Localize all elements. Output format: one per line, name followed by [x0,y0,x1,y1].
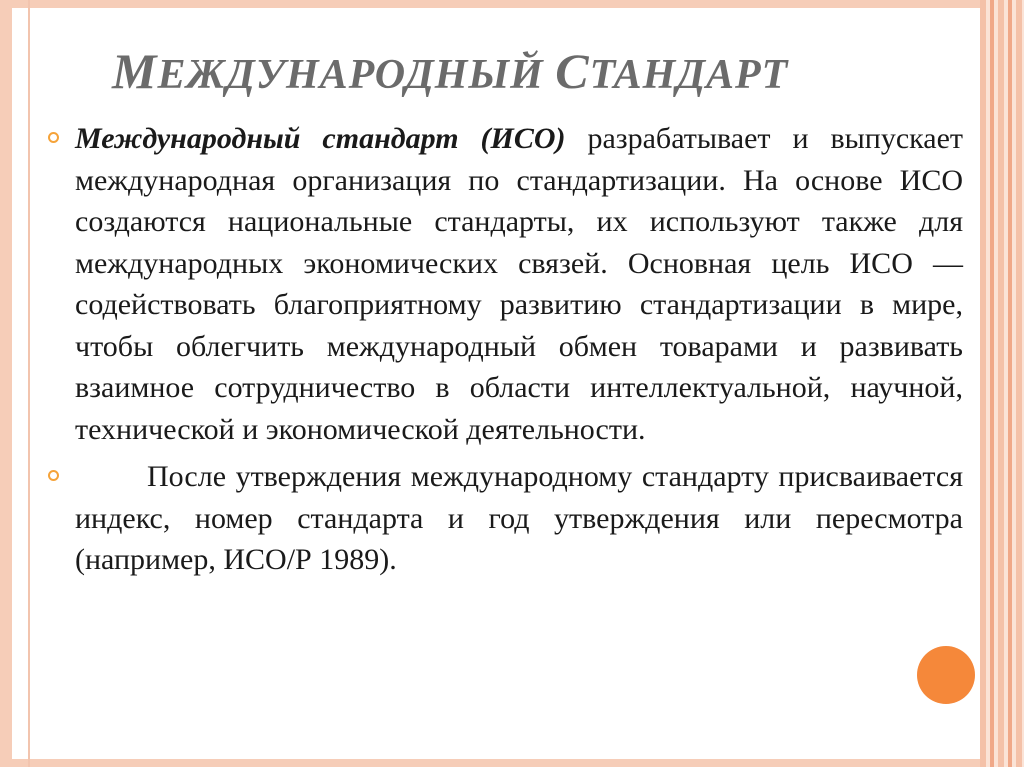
bullet-circle-icon [48,470,59,481]
slide-title: МЕЖДУНАРОДНЫЙ СТАНДАРТ [112,43,789,99]
bullet-paragraph-2 [75,456,963,581]
frame-bottom-border [0,759,1024,767]
bullet-1-text: разрабатывает и выпускает международная организация по стандартизации. На основе ИСО создаются национальные стандарты, их используют также для международных экономических связей. Основная цель ИСО — содействовать благоприятному развитию стандартизации в мире, чтобы облегчить международный обмен товарами и развивать взаимное сотрудничество в области интеллектуальной, научной, технической и экономической деятельности. [75,122,964,446]
bullet-circle-icon [48,132,59,143]
frame-left-border [0,0,12,767]
accent-circle [917,646,975,704]
frame-top-border [0,0,1024,8]
frame-inner-line [28,0,30,767]
slide-content [75,118,963,587]
bullet-paragraph-1 [75,118,963,450]
frame-right-stripes [980,0,1024,767]
bullet-2-text: После утверждения международному стандарту присваивается индекс, номер стандарта и год утверждения или пересмотра (например, ИСО/Р 1989). [75,460,963,576]
bullet-1-lead: Международный стандарт (ИСО) [75,122,566,155]
